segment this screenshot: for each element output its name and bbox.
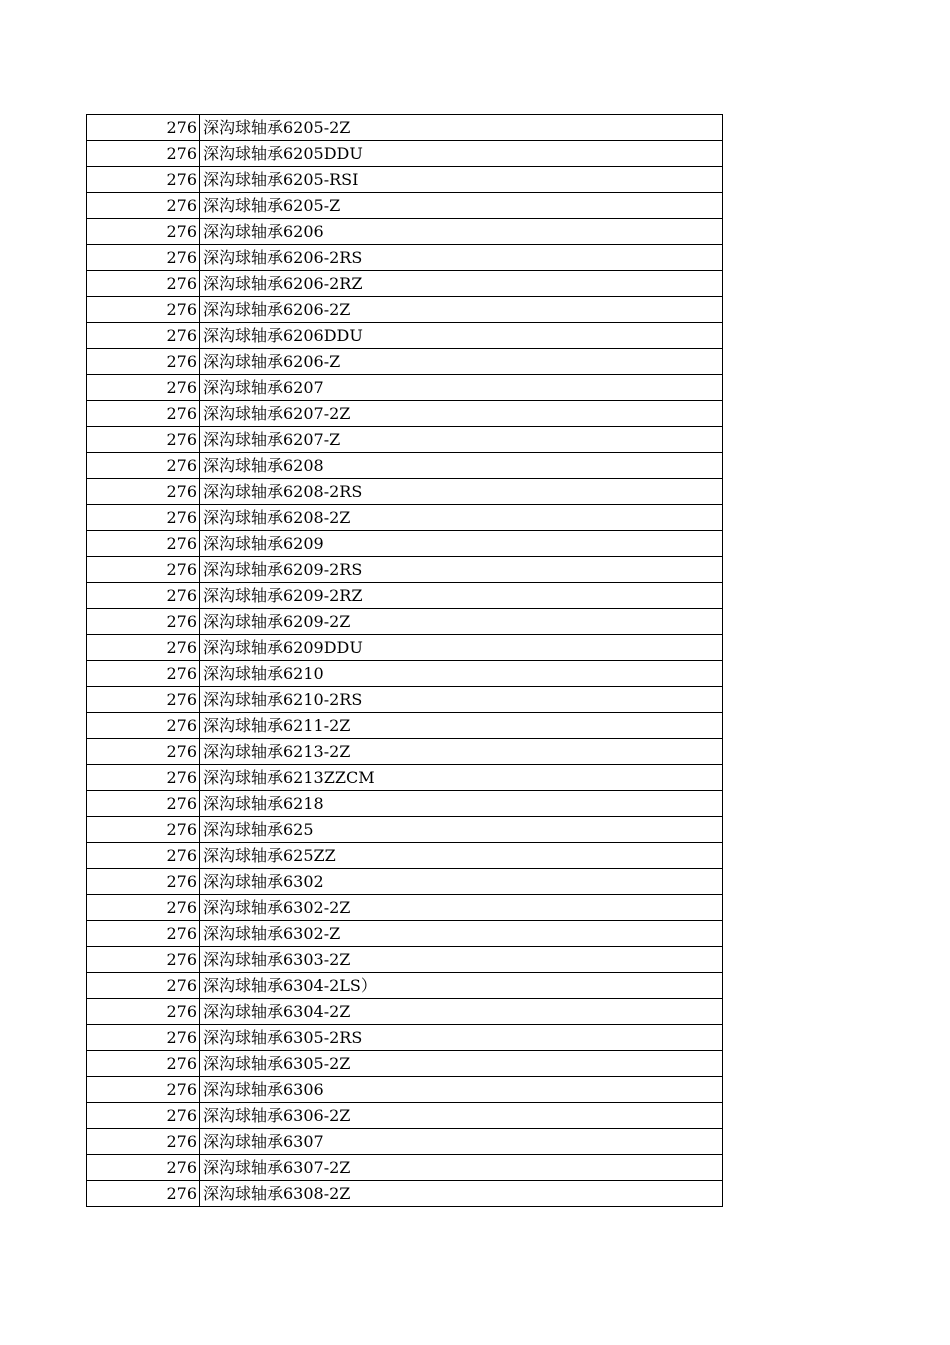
row-number-cell: 276 bbox=[87, 375, 200, 401]
table-body bbox=[87, 115, 723, 1207]
row-number-cell: 276 bbox=[87, 661, 200, 687]
row-number-cell: 276 bbox=[87, 1129, 200, 1155]
row-number-cell: 276 bbox=[87, 141, 200, 167]
row-number-cell: 276 bbox=[87, 115, 200, 141]
table-row bbox=[87, 557, 723, 583]
row-number-cell: 276 bbox=[87, 921, 200, 947]
row-number-cell: 276 bbox=[87, 713, 200, 739]
table-row bbox=[87, 869, 723, 895]
product-name-cell: 深沟球轴承6302 bbox=[200, 869, 723, 895]
product-name-cell: 深沟球轴承6208-2RS bbox=[200, 479, 723, 505]
row-number-cell: 276 bbox=[87, 1103, 200, 1129]
product-name-cell: 深沟球轴承6206-2RZ bbox=[200, 271, 723, 297]
row-number-cell: 276 bbox=[87, 1181, 200, 1207]
table-row bbox=[87, 1103, 723, 1129]
row-number-cell: 276 bbox=[87, 427, 200, 453]
row-number-cell: 276 bbox=[87, 193, 200, 219]
product-name-cell: 深沟球轴承6206-2RS bbox=[200, 245, 723, 271]
table-row bbox=[87, 167, 723, 193]
bearing-table bbox=[86, 114, 723, 1207]
row-number-cell: 276 bbox=[87, 895, 200, 921]
table-row bbox=[87, 739, 723, 765]
product-name-cell: 深沟球轴承6209DDU bbox=[200, 635, 723, 661]
table-row bbox=[87, 609, 723, 635]
row-number-cell: 276 bbox=[87, 869, 200, 895]
row-number-cell: 276 bbox=[87, 1025, 200, 1051]
table-row bbox=[87, 375, 723, 401]
product-name-cell: 深沟球轴承6208-2Z bbox=[200, 505, 723, 531]
table-row bbox=[87, 271, 723, 297]
product-name-cell: 深沟球轴承6206DDU bbox=[200, 323, 723, 349]
row-number-cell: 276 bbox=[87, 505, 200, 531]
row-number-cell: 276 bbox=[87, 739, 200, 765]
row-number-cell: 276 bbox=[87, 687, 200, 713]
product-name-cell: 深沟球轴承6205-Z bbox=[200, 193, 723, 219]
row-number-cell: 276 bbox=[87, 1155, 200, 1181]
row-number-cell: 276 bbox=[87, 1051, 200, 1077]
product-name-cell: 深沟球轴承625ZZ bbox=[200, 843, 723, 869]
product-name-cell: 深沟球轴承6304-2Z bbox=[200, 999, 723, 1025]
row-number-cell: 276 bbox=[87, 453, 200, 479]
table-row bbox=[87, 323, 723, 349]
product-name-cell: 深沟球轴承6302-Z bbox=[200, 921, 723, 947]
table-row bbox=[87, 1155, 723, 1181]
table-row bbox=[87, 1025, 723, 1051]
row-number-cell: 276 bbox=[87, 245, 200, 271]
row-number-cell: 276 bbox=[87, 843, 200, 869]
product-name-cell: 深沟球轴承6209-2RZ bbox=[200, 583, 723, 609]
product-name-cell: 深沟球轴承6210 bbox=[200, 661, 723, 687]
table-row bbox=[87, 635, 723, 661]
product-name-cell: 深沟球轴承6307-2Z bbox=[200, 1155, 723, 1181]
product-name-cell: 深沟球轴承6213-2Z bbox=[200, 739, 723, 765]
row-number-cell: 276 bbox=[87, 765, 200, 791]
product-name-cell: 深沟球轴承6206 bbox=[200, 219, 723, 245]
product-name-cell: 深沟球轴承6213ZZCM bbox=[200, 765, 723, 791]
product-name-cell: 深沟球轴承6303-2Z bbox=[200, 947, 723, 973]
product-name-cell: 深沟球轴承625 bbox=[200, 817, 723, 843]
table-row bbox=[87, 947, 723, 973]
product-name-cell: 深沟球轴承6211-2Z bbox=[200, 713, 723, 739]
row-number-cell: 276 bbox=[87, 349, 200, 375]
row-number-cell: 276 bbox=[87, 401, 200, 427]
table-row bbox=[87, 245, 723, 271]
product-name-cell: 深沟球轴承6305-2Z bbox=[200, 1051, 723, 1077]
product-name-cell: 深沟球轴承6207-2Z bbox=[200, 401, 723, 427]
table-row bbox=[87, 791, 723, 817]
table-row bbox=[87, 1129, 723, 1155]
table-row bbox=[87, 661, 723, 687]
table-row bbox=[87, 973, 723, 999]
row-number-cell: 276 bbox=[87, 323, 200, 349]
product-name-cell: 深沟球轴承6209-2RS bbox=[200, 557, 723, 583]
product-name-cell: 深沟球轴承6207 bbox=[200, 375, 723, 401]
table-row bbox=[87, 713, 723, 739]
table-row bbox=[87, 453, 723, 479]
product-name-cell: 深沟球轴承6208 bbox=[200, 453, 723, 479]
product-name-cell: 深沟球轴承6205DDU bbox=[200, 141, 723, 167]
row-number-cell: 276 bbox=[87, 635, 200, 661]
table-row bbox=[87, 1051, 723, 1077]
table-row bbox=[87, 349, 723, 375]
table-row bbox=[87, 219, 723, 245]
product-name-cell: 深沟球轴承6210-2RS bbox=[200, 687, 723, 713]
row-number-cell: 276 bbox=[87, 947, 200, 973]
row-number-cell: 276 bbox=[87, 271, 200, 297]
product-name-cell: 深沟球轴承6302-2Z bbox=[200, 895, 723, 921]
product-name-cell: 深沟球轴承6209 bbox=[200, 531, 723, 557]
product-name-cell: 深沟球轴承6304-2LS） bbox=[200, 973, 723, 999]
table-row bbox=[87, 505, 723, 531]
row-number-cell: 276 bbox=[87, 609, 200, 635]
row-number-cell: 276 bbox=[87, 1077, 200, 1103]
product-name-cell: 深沟球轴承6306 bbox=[200, 1077, 723, 1103]
table-row bbox=[87, 895, 723, 921]
table-row bbox=[87, 687, 723, 713]
product-name-cell: 深沟球轴承6209-2Z bbox=[200, 609, 723, 635]
product-name-cell: 深沟球轴承6218 bbox=[200, 791, 723, 817]
row-number-cell: 276 bbox=[87, 973, 200, 999]
product-name-cell: 深沟球轴承6207-Z bbox=[200, 427, 723, 453]
table-row bbox=[87, 765, 723, 791]
row-number-cell: 276 bbox=[87, 219, 200, 245]
row-number-cell: 276 bbox=[87, 557, 200, 583]
product-name-cell: 深沟球轴承6306-2Z bbox=[200, 1103, 723, 1129]
table-row bbox=[87, 1181, 723, 1207]
product-name-cell: 深沟球轴承6206-2Z bbox=[200, 297, 723, 323]
row-number-cell: 276 bbox=[87, 583, 200, 609]
row-number-cell: 276 bbox=[87, 167, 200, 193]
table-row bbox=[87, 583, 723, 609]
table-row bbox=[87, 401, 723, 427]
table-row bbox=[87, 843, 723, 869]
product-name-cell: 深沟球轴承6305-2RS bbox=[200, 1025, 723, 1051]
table-row bbox=[87, 479, 723, 505]
table-row bbox=[87, 921, 723, 947]
product-name-cell: 深沟球轴承6205-2Z bbox=[200, 115, 723, 141]
row-number-cell: 276 bbox=[87, 479, 200, 505]
table-row bbox=[87, 141, 723, 167]
table-row bbox=[87, 193, 723, 219]
row-number-cell: 276 bbox=[87, 297, 200, 323]
table-row bbox=[87, 531, 723, 557]
table-row bbox=[87, 297, 723, 323]
table-row bbox=[87, 1077, 723, 1103]
product-name-cell: 深沟球轴承6206-Z bbox=[200, 349, 723, 375]
table-row bbox=[87, 427, 723, 453]
row-number-cell: 276 bbox=[87, 531, 200, 557]
table-row bbox=[87, 999, 723, 1025]
product-name-cell: 深沟球轴承6307 bbox=[200, 1129, 723, 1155]
product-name-cell: 深沟球轴承6205-RSI bbox=[200, 167, 723, 193]
row-number-cell: 276 bbox=[87, 791, 200, 817]
table-row bbox=[87, 817, 723, 843]
table-row bbox=[87, 115, 723, 141]
product-name-cell: 深沟球轴承6308-2Z bbox=[200, 1181, 723, 1207]
row-number-cell: 276 bbox=[87, 817, 200, 843]
row-number-cell: 276 bbox=[87, 999, 200, 1025]
